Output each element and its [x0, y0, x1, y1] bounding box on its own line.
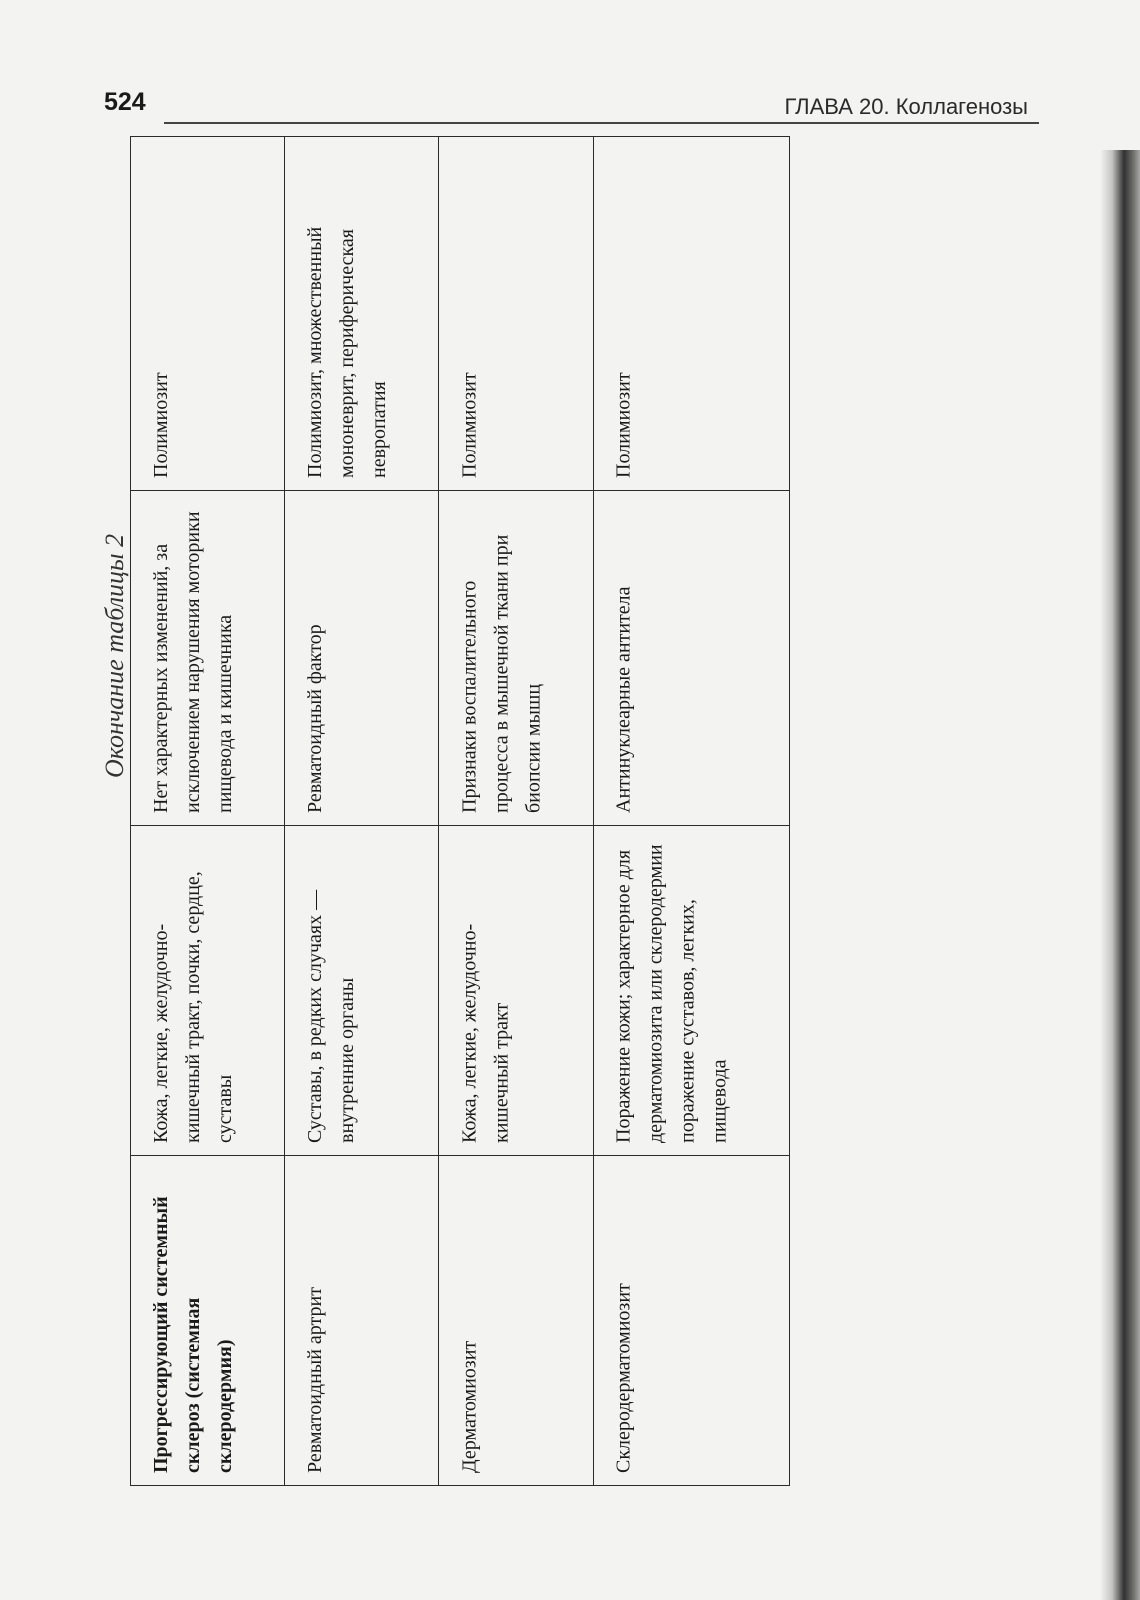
table-cell-disease: Дерматомиозит	[439, 1156, 593, 1486]
table-cell-organs: Кожа, легкие, желудочно-кишечный тракт	[439, 826, 593, 1156]
table-cell-lab: Нет характерных изменений, за исключением нарушения моторики пищевода и кишечника	[131, 491, 285, 826]
disease-name: Прогрессирующий системный склероз (системная склеродермия)	[150, 1196, 236, 1473]
table-cell-myositis: Полимиозит	[593, 137, 789, 491]
table-row	[285, 137, 439, 1486]
running-head: ГЛАВА 20. Коллагенозы	[784, 94, 1028, 119]
table-cell-myositis: Полимиозит	[439, 137, 593, 491]
table-cell-myositis: Полимиозит	[131, 137, 285, 491]
table-row	[131, 137, 285, 1486]
table-caption: Окончание таблицы 2	[100, 533, 129, 778]
table-cell-myositis: Полимиозит, множественный мононеврит, периферическая невропатия	[285, 137, 439, 491]
table-cell-disease: Склеродерматомиозит	[593, 1156, 789, 1486]
table-cell-disease	[131, 1156, 285, 1486]
disease-table	[130, 136, 790, 1486]
table-cell-organs: Кожа, легкие, желудочно-кишечный тракт, почки, сердце, суставы	[131, 826, 285, 1156]
table-cell-organs: Суставы, в редких случаях — внутренние органы	[285, 826, 439, 1156]
page-number: 524	[104, 88, 146, 116]
table-cell-disease: Ревматоидный артрит	[285, 1156, 439, 1486]
table-cell-organs: Поражение кожи; характерное для дерматомиозита или склеродермии поражение суставов, легких, пищевода	[593, 826, 789, 1156]
header-rule	[164, 122, 1039, 124]
table-row	[439, 137, 593, 1486]
table-cell-lab: Антинуклеарные антитела	[593, 491, 789, 826]
table-container	[130, 136, 790, 1486]
table-cell-lab: Признаки воспалительного процесса в мышечной ткани при биопсии мышц	[439, 491, 593, 826]
scan-binding-shadow	[1100, 150, 1140, 1600]
table-row	[593, 137, 789, 1486]
table-cell-lab: Ревматоидный фактор	[285, 491, 439, 826]
